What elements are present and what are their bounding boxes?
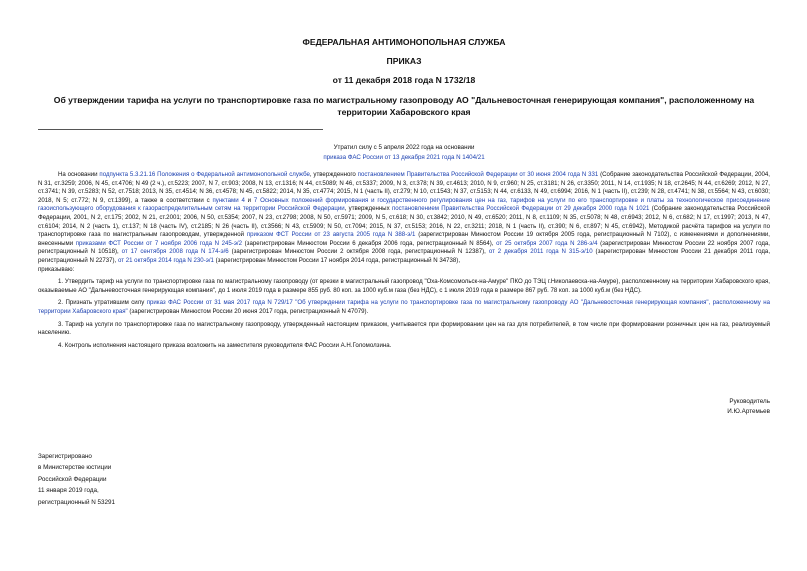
registration-line: Зарегистрировано bbox=[38, 453, 92, 460]
doc-type-heading: ПРИКАЗ bbox=[386, 56, 422, 66]
body-text: (зарегистрирован Минюстом России 21 декабря 2011 года, регистрационный N 22737), bbox=[38, 248, 771, 264]
lost-force-text: Утратил силу с 5 апреля 2022 года на основании bbox=[333, 144, 475, 151]
signature-block bbox=[727, 397, 770, 417]
reference-link[interactable]: постановлением Правительства Российской Федерации от 29 декабря 2000 года N 1021 bbox=[391, 205, 650, 213]
registration-line: 11 января 2019 года, bbox=[38, 487, 99, 495]
reference-link[interactable]: подпункта 5.3.21.16 Положения о Федеральной антимонопольной службе bbox=[99, 171, 310, 178]
lost-force-link[interactable]: приказа ФАС России от 13 декабря 2021 года N 1404/21 bbox=[323, 154, 485, 161]
signature-role: Руководитель bbox=[729, 398, 770, 405]
date-number-heading: от 11 декабря 2018 года N 1732/18 bbox=[332, 75, 476, 85]
reference-link[interactable]: постановлением Правительства Российской Федерации от 30 июня 2004 года N 331 bbox=[357, 171, 599, 178]
reference-link[interactable]: от 25 октября 2007 года N 286-э/4 bbox=[496, 239, 598, 247]
separator-line bbox=[38, 129, 323, 130]
reference-link[interactable]: приказом ФСТ России от 23 августа 2005 года N 388-э/1 bbox=[246, 231, 416, 239]
reference-link[interactable]: от 17 сентября 2008 года N 174-э/6 bbox=[121, 248, 229, 256]
reference-link[interactable]: приказ ФАС России от 31 мая 2017 года N 729/17 "Об утверждении тарифа на услуги по транспортировке газа по магистральному газопроводу АО "Дальневосточная генерирующая компания", расположенному на территории Хабаровского края" bbox=[38, 299, 770, 315]
item-3: 3. Тариф на услуги по транспортировке газа по магистральному газопроводу, утвержденный настоящим приказом, учитывается при формировании цен на газ для потребителей, в том числе при формировании розничных цен на газ, реализуемый населению. bbox=[38, 320, 770, 337]
registration-block bbox=[38, 451, 115, 508]
document-body bbox=[38, 171, 770, 350]
body-text: (зарегистрирован Минюстом России 6 декабря 2006 года, регистрационный N 8564), bbox=[242, 239, 497, 247]
reference-link[interactable]: от 2 декабря 2011 года N 315-э/10 bbox=[488, 248, 593, 256]
order-word: приказываю: bbox=[38, 265, 75, 273]
signature-name: И.Ю.Артемьев bbox=[727, 408, 770, 415]
body-text: На основании bbox=[58, 171, 100, 178]
body-text: (Собрание законодательства Российской Федерации, 2001, N 2, ст.175; 2002, N 21, ст.2001; 2006, N 50, ст.5354; 2007, N 23, ст.2798; 2008, N 50, ст.5971; 2009, N 5, ст.618; N 30, ст.3842; 2010, N 49, ст.6520; 2011, N 8, ст.1109; N 35, ст.5078; N 48, ст.6943; 2012, N 6, ст.682; N 17, ст.1997; 2013, N 47, ст.6104; 2014, N 2 (часть 1), ст.137; N 18 (часть IV), ст.2185; N 26 (часть II), ст.3566; N 43, ст.5909; N 50, ст.7094; 2015, N 37, ст.5153; 2016, N 22, ст.3211; 2018, N 1 (часть II), ст.390; N 6, ст.897; N 45, ст.6942), Методикой расчёта тарифов на услуги по транспортировке газа по магистральным газопроводам, утвержденной bbox=[38, 205, 771, 239]
body-text: , утвержденных bbox=[344, 205, 392, 213]
registration-line: Российской Федерации bbox=[38, 475, 107, 483]
body-text: (зарегистрирован Минюстом России 19 октября 2005 года, регистрационный N 7102), с изменениями и дополнениями, внесенными bbox=[38, 231, 770, 247]
body-text: и bbox=[244, 196, 254, 204]
registration-line: в Министерстве юстиции bbox=[38, 464, 112, 472]
body-text: (зарегистрирован Минюстом России 17 ноября 2014 года, регистрационный N 34738), bbox=[213, 256, 461, 264]
item-1: 1. Утвердить тариф на услуги по транспортировке газа по магистральному газопроводу (от врезки в магистральный газопровод "Оха-Комсомольск-на-Амуре" ПКО до ТЭЦ г.Николаевска-на-Амуре), расположенному на территории Хабаровского края, оказываемые АО "Дальневосточная генерирующая компания", до 1 июля 2019 года в размере 855 руб. 80 коп. за 1000 куб.м газа (без НДС), с 1 июля 2019 года в размере 867 руб. 78 коп. за 1000 куб.м (без НДС). bbox=[38, 278, 770, 294]
body-text: (зарегистрирован Минюстом России 22 ноября 2007 года, регистрационный N 10518), bbox=[38, 239, 770, 256]
body-text: (зарегистрирован Минюстом России 20 июня 2017 года, регистрационный N 47079). bbox=[127, 307, 369, 315]
body-text: 2. Признать утратившим силу bbox=[58, 299, 147, 307]
document-title: Об утверждении тарифа на услуги по транспортировке газа по магистральному газопроводу АО "Дальневосточная генерирующая компания", расположенному на территории Хабаровского края bbox=[53, 95, 755, 117]
reference-link[interactable]: от 21 октября 2014 года N 230-э/1 bbox=[117, 256, 214, 264]
reference-link[interactable]: пунктами 4 bbox=[212, 196, 245, 204]
item-2 bbox=[38, 299, 770, 316]
agency-heading: ФЕДЕРАЛЬНАЯ АНТИМОНОПОЛЬНАЯ СЛУЖБА bbox=[302, 37, 506, 47]
item-4: 4. Контроль исполнения настоящего приказа возложить на заместителя руководителя ФАС России А.Н.Голомолзина. bbox=[58, 341, 392, 349]
reference-link[interactable]: 7 Основных положений формирования и государственного регулирования цен на газ, тарифов на услуги по его транспортировке и платы за технологическое присоединение газоиспользующего оборудования к газораспределительным сетям на территории Российской Федерации bbox=[38, 196, 771, 213]
lost-force-note bbox=[38, 143, 770, 163]
reference-link[interactable]: приказами ФСТ России от 7 ноября 2006 года N 245-э/2 bbox=[75, 239, 243, 247]
body-text: (Собрание законодательства Российской Федерации, 2004, N 31, ст.3259; 2006, N 45, ст.4706; N 49 (2 ч.), ст.5223; 2007, N 7, ст.903; 2008, N 13, ст.1316; N 44, ст.5089; N 46, ст.5337; 2009, N 3, ст.378; N 39, ст.4613; 2010, N 9, ст.960; N 25, ст.3181; N 26, ст.3350; 2011, N 14, ст.1935; N 18, ст.2645; N 44, ст.6269; 2012, N 27, ст.3741; N 39, ст.5283; N 52, ст.7518; 2013, N 35, ст.4514; N 36, ст.4578; N 45, ст.5822; 2014, N 35, ст.4774; 2015, N 1 (часть II), ст.279; N 10, ст.1543; N 37, ст.5153; N 44, ст.6133, N 49, ст.6994; 2016, N 1 (часть II), ст.239; N 28, ст.4741; N 38, ст.5564; N 43, ст.6030; 2018, N 5; ст.772; N 9, ст.1399), а также в соответствии с bbox=[38, 171, 771, 204]
body-text: (зарегистрирован Минюстом России 2 октября 2008 года, регистрационный N 12387), bbox=[228, 248, 489, 256]
preamble-paragraph bbox=[38, 171, 770, 266]
body-text: , утвержденного bbox=[309, 171, 358, 178]
registration-line: регистрационный N 53291 bbox=[38, 498, 116, 506]
